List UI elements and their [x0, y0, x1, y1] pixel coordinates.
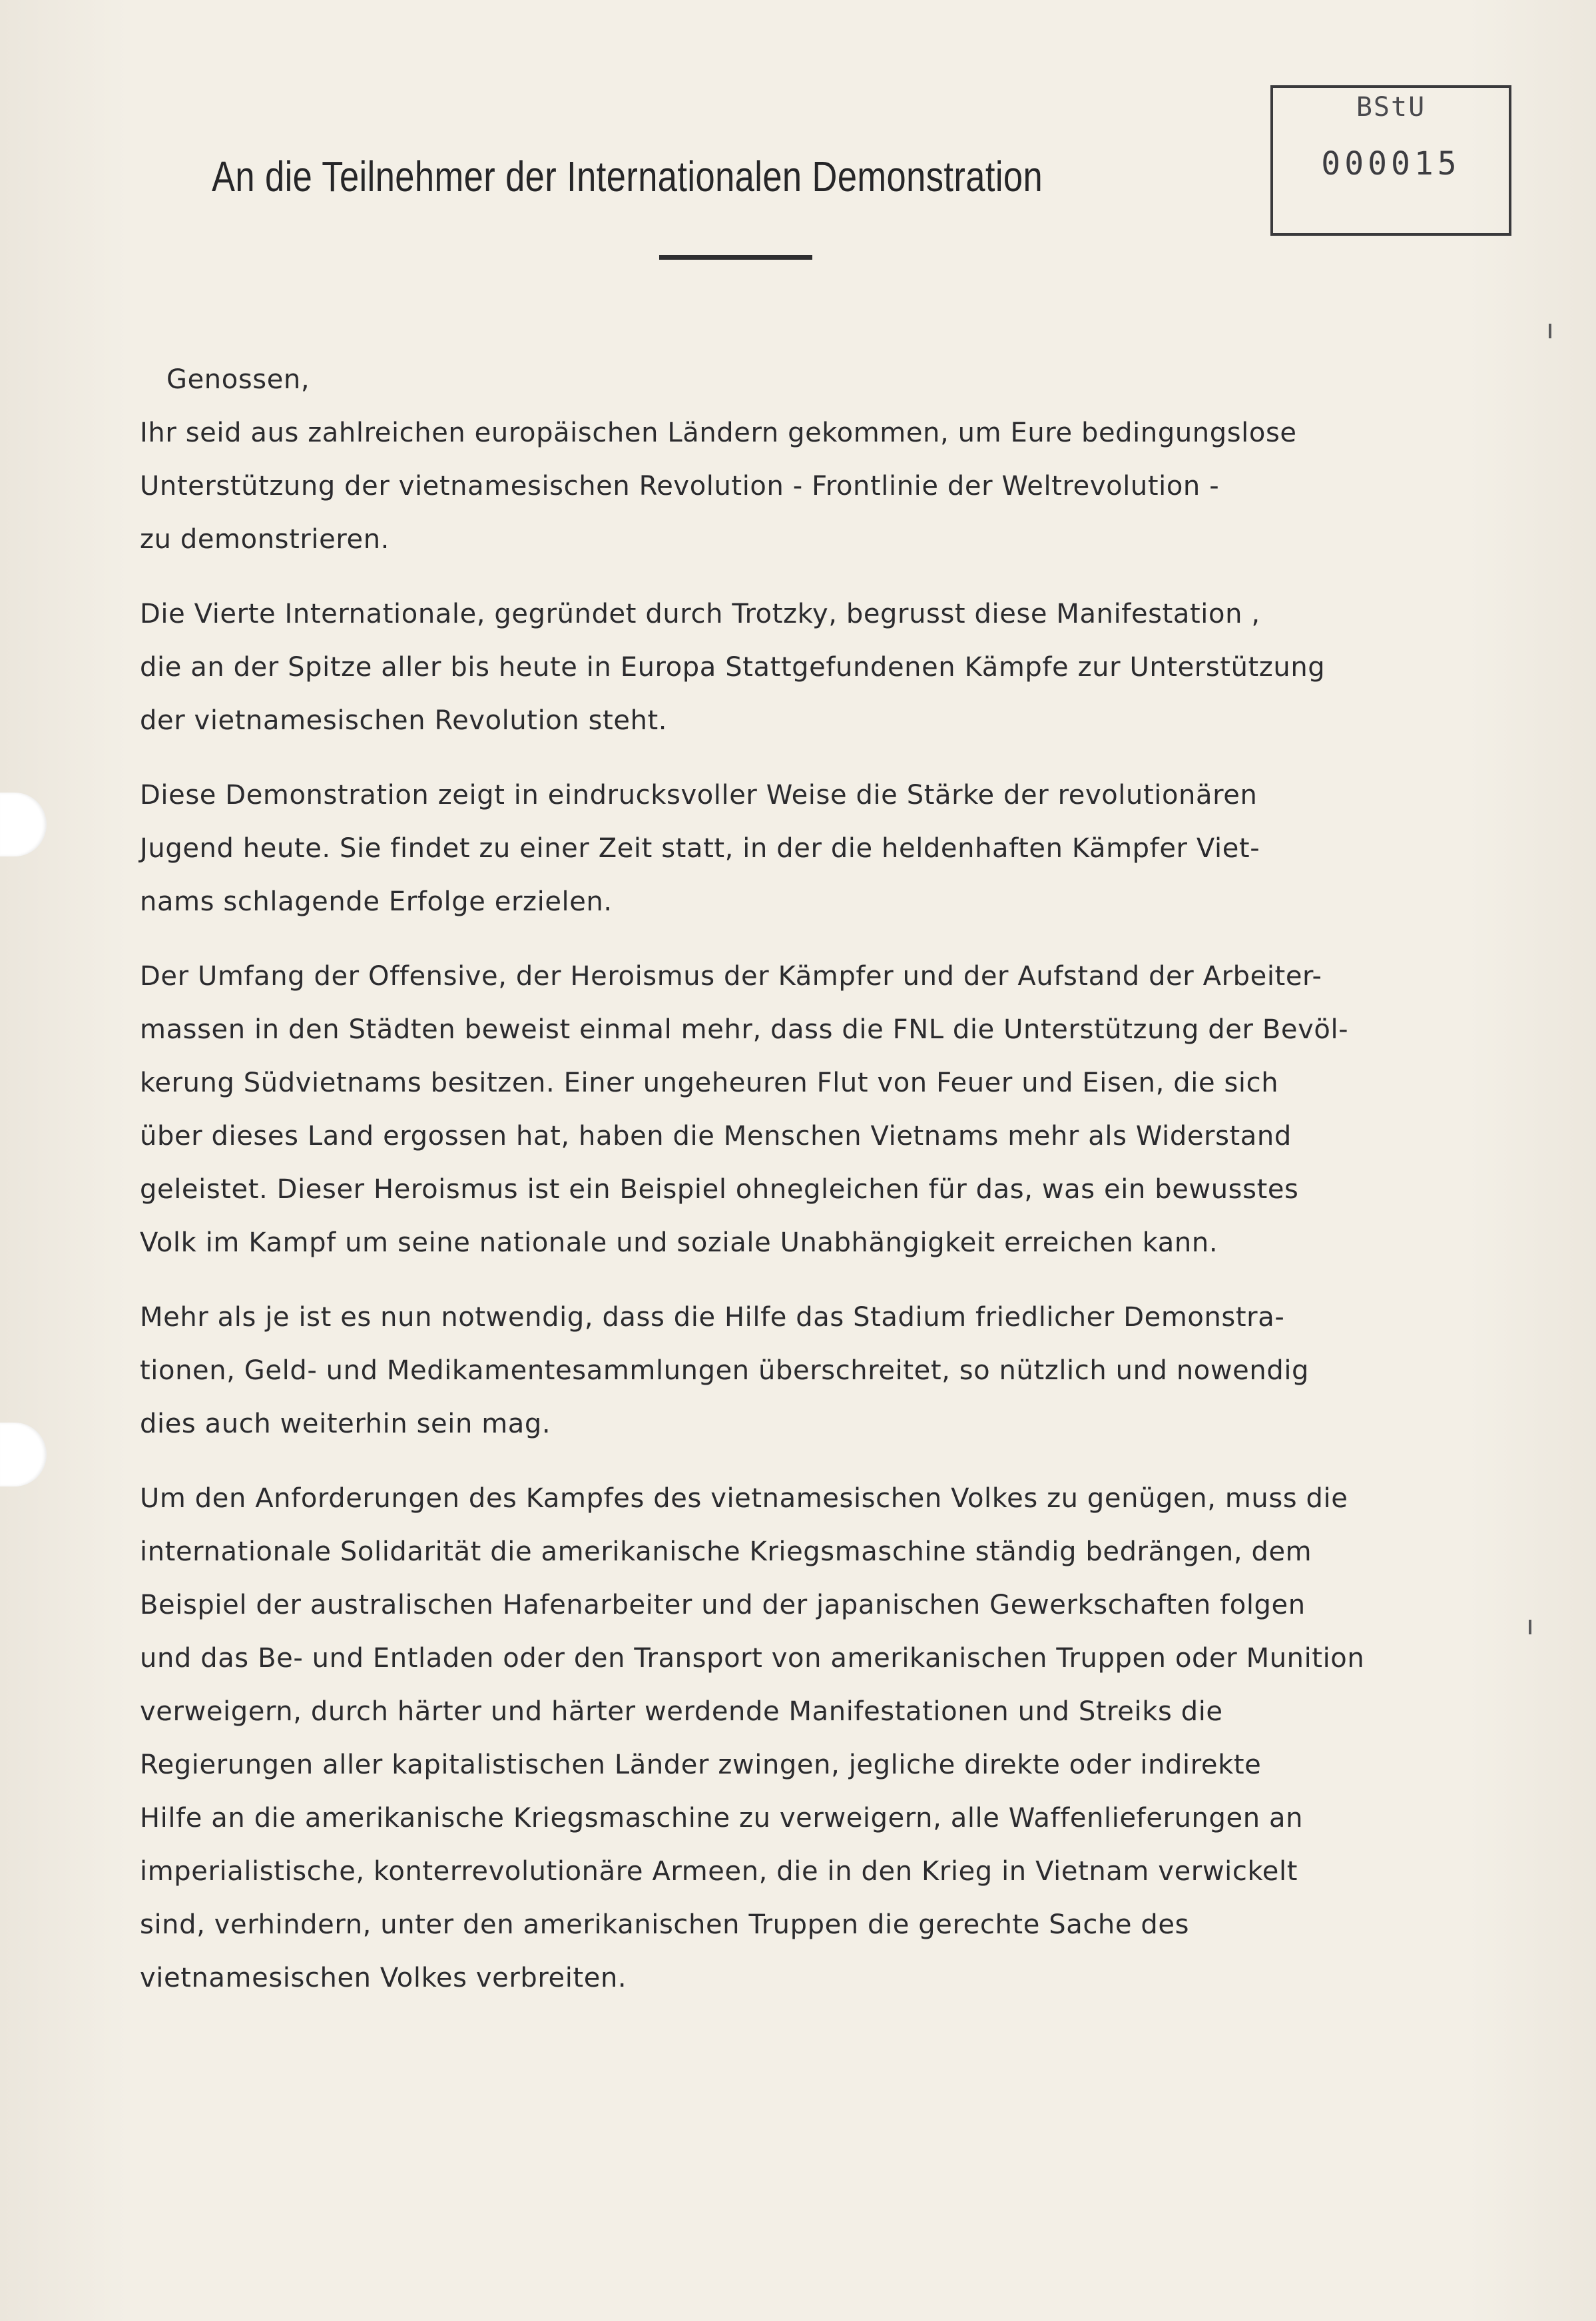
text-line: Diese Demonstration zeigt in eindrucksvoller Weise die Stärke der revolutionären — [140, 780, 1258, 811]
document-title: An die Teilnehmer der Internationalen Demonstration — [212, 153, 1043, 200]
margin-mark — [1549, 324, 1551, 338]
paragraph — [140, 1472, 1438, 2005]
paragraph — [140, 769, 1438, 928]
text-line: Beispiel der australischen Hafenarbeiter und der japanischen Gewerkschaften folgen — [140, 1590, 1306, 1620]
text-line: Mehr als je ist es nun notwendig, dass die Hilfe das Stadium friedlicher Demonstra- — [140, 1302, 1285, 1333]
stamp-number: 000015 — [1321, 145, 1461, 182]
paragraph-list — [140, 406, 1438, 2005]
text-line: Volk im Kampf um seine nationale und soziale Unabhängigkeit erreichen kann. — [140, 1227, 1218, 1258]
paragraph — [140, 950, 1438, 1269]
text-line: der vietnamesischen Revolution steht. — [140, 705, 668, 736]
margin-mark — [1529, 1620, 1531, 1634]
stamp-authority: BStU — [1356, 92, 1426, 123]
text-line: Um den Anforderungen des Kampfes des vietnamesischen Volkes zu genügen, muss die — [140, 1483, 1348, 1514]
archive-stamp — [1270, 85, 1511, 236]
paragraph — [140, 587, 1438, 747]
text-line: geleistet. Dieser Heroismus ist ein Beispiel ohnegleichen für das, was ein bewusstes — [140, 1174, 1299, 1205]
text-line: die an der Spitze aller bis heute in Europa Stattgefundenen Kämpfe zur Unterstützung — [140, 652, 1326, 683]
letter-body — [140, 353, 1438, 2026]
paragraph — [140, 406, 1438, 566]
text-line: Regierungen aller kapitalistischen Länder zwingen, jegliche direkte oder indirekte — [140, 1750, 1262, 1780]
text-line: verweigern, durch härter und härter werdende Manifestationen und Streiks die — [140, 1696, 1223, 1727]
text-line: Unterstützung der vietnamesischen Revolution - Frontlinie der Weltrevolution - — [140, 471, 1220, 501]
text-line: Jugend heute. Sie findet zu einer Zeit statt, in der die heldenhaften Kämpfer Viet- — [140, 833, 1260, 864]
text-line: imperialistische, konterrevolutionäre Armeen, die in den Krieg in Vietnam verwickelt — [140, 1856, 1298, 1887]
text-line: sind, verhindern, unter den amerikanischen Truppen die gerechte Sache des — [140, 1909, 1190, 1940]
text-line: dies auch weiterhin sein mag. — [140, 1409, 551, 1439]
text-line: tionen, Geld- und Medikamentesammlungen überschreitet, so nützlich und nowendig — [140, 1355, 1310, 1386]
text-line: kerung Südvietnams besitzen. Einer ungeheuren Flut von Feuer und Eisen, die sich — [140, 1068, 1279, 1098]
text-line: über dieses Land ergossen hat, haben die Menschen Vietnams mehr als Widerstand — [140, 1121, 1292, 1152]
title-underline — [659, 255, 812, 260]
salutation: Genossen, — [166, 364, 310, 395]
text-line: nams schlagende Erfolge erzielen. — [140, 886, 613, 917]
text-line: Ihr seid aus zahlreichen europäischen Ländern gekommen, um Eure bedingungslose — [140, 418, 1297, 448]
text-line: Der Umfang der Offensive, der Heroismus der Kämpfer und der Aufstand der Arbeiter- — [140, 961, 1322, 992]
text-line: zu demonstrieren. — [140, 524, 390, 555]
paragraph — [140, 1291, 1438, 1451]
text-line: und das Be- und Entladen oder den Transport von amerikanischen Truppen oder Munition — [140, 1643, 1365, 1674]
text-line: vietnamesischen Volkes verbreiten. — [140, 1963, 627, 1993]
text-line: Hilfe an die amerikanische Kriegsmaschine zu verweigern, alle Waffenlieferungen an — [140, 1803, 1304, 1833]
text-line: internationale Solidarität die amerikanische Kriegsmaschine ständig bedrängen, dem — [140, 1536, 1312, 1567]
text-line: massen in den Städten beweist einmal mehr, dass die FNL die Unterstützung der Bevöl- — [140, 1014, 1349, 1045]
text-line: Die Vierte Internationale, gegründet durch Trotzky, begrusst diese Manifestation , — [140, 599, 1260, 629]
